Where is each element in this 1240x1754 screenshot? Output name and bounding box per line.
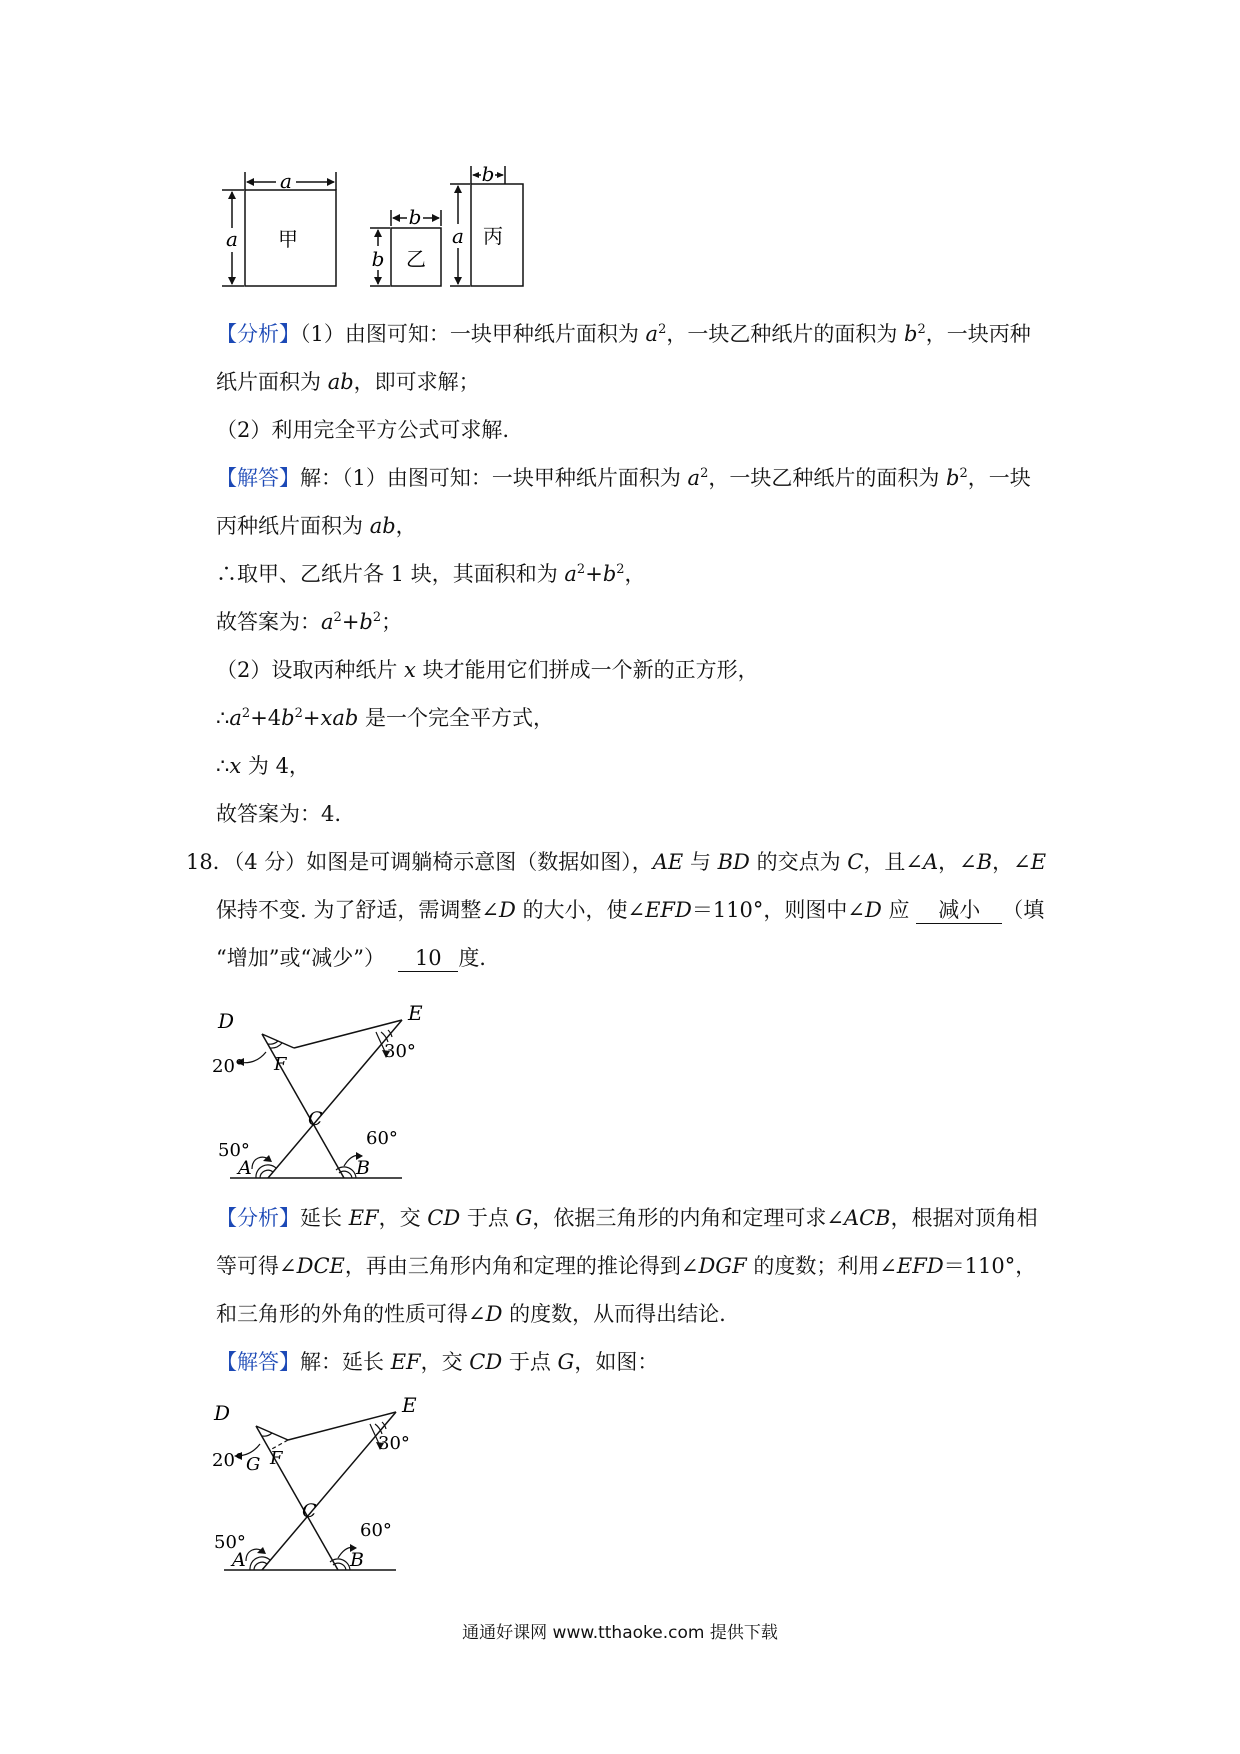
analysis1-line3: （2）利用完全平方公式可求解. <box>216 418 510 442</box>
q18-line2: 保持不变. 为了舒适，需调整∠D 的大小，使∠EFD＝110°，则图中∠D 应 减小 （填 <box>216 898 1045 922</box>
fig2-label-B: B <box>356 1157 370 1179</box>
answer1-line3: ∴取甲、乙纸片各 1 块，其面积和为 $a^2+b^2$， <box>216 562 646 586</box>
fig2-angle-50: 50° <box>218 1140 250 1161</box>
q18-line1: 18．（4 分）如图是可调躺椅示意图（数据如图），AE 与 BD 的交点为 C，且∠A，∠B，∠E <box>186 850 1047 874</box>
analysis2-line1: 【分析】延长 EF，交 CD 于点 G，依据三角形的内角和定理可求∠ACB，根据对顶角相 <box>216 1206 1038 1230</box>
fig2-angle-30: 30° <box>384 1041 416 1062</box>
chair-figure <box>212 1000 476 1185</box>
answer1-line8: 故答案为：4. <box>216 802 342 826</box>
fig1-jia: 甲 <box>278 227 298 251</box>
fig1-a-left2: a <box>452 224 464 248</box>
answer1-line6: $\therefore a^2+4b^2+xab$ 是一个完全平方式， <box>216 706 554 730</box>
fig3-label-A: A <box>232 1549 246 1571</box>
fig1-a-left: a <box>226 227 238 251</box>
fig2-label-A: A <box>238 1157 252 1179</box>
fig3-angle-20: 20° <box>212 1450 244 1471</box>
fig2-angle-20: 20° <box>212 1056 244 1077</box>
fig1-yi: 乙 <box>406 247 426 271</box>
page-footer: 通通好课网 www.tthaoke.com 提供下载 <box>462 1623 778 1643</box>
fig2-label-D: D <box>218 1009 235 1033</box>
answer-tag: 【解答】 <box>216 466 300 490</box>
paper-pieces-figure <box>220 162 580 298</box>
fig3-angle-50: 50° <box>214 1532 246 1553</box>
q18-line3: “增加”或“减少”） 10 度. <box>216 946 486 970</box>
fig2-label-E: E <box>408 1001 423 1025</box>
fig3-label-F: F <box>270 1448 283 1469</box>
answer-tag-2: 【解答】 <box>216 1350 300 1374</box>
fig2-label-C: C <box>308 1108 323 1130</box>
analysis1-line1: 【分析】（1）由图可知：一块甲种纸片面积为 $a^2$，一块乙种纸片的面积为 $b^2$，一块丙种 <box>216 322 1031 346</box>
answer2-line1: 【解答】解：延长 EF，交 CD 于点 G，如图： <box>216 1350 659 1374</box>
analysis2-line3: 和三角形的外角的性质可得∠D 的度数，从而得出结论. <box>216 1302 726 1326</box>
fig3-label-D: D <box>214 1401 231 1425</box>
fig1-b-left: b <box>371 247 385 271</box>
fig1-a-top: a <box>280 169 292 193</box>
answer-blank-2: 10 <box>398 945 458 972</box>
fig3-angle-60: 60° <box>360 1520 392 1541</box>
fig1-bing: 丙 <box>483 224 503 248</box>
analysis1-line2: 纸片面积为 ab，即可求解； <box>216 370 480 394</box>
fig3-label-E: E <box>402 1393 417 1417</box>
answer1-line4: 故答案为：$a^2+b^2$； <box>216 610 403 634</box>
chair-figure-extended <box>214 1392 474 1577</box>
fig2-label-F: F <box>274 1054 287 1075</box>
fig3-angle-30: 30° <box>378 1433 410 1454</box>
fig2-angle-60: 60° <box>366 1128 398 1149</box>
answer1-line2: 丙种纸片面积为 ab， <box>216 514 417 538</box>
analysis-tag: 【分析】 <box>216 322 300 346</box>
analysis2-line2: 等可得∠DCE，再由三角形内角和定理的推论得到∠DGF 的度数；利用∠EFD＝110°， <box>216 1254 1037 1278</box>
answer1-line7: ∴x 为 4， <box>216 754 310 778</box>
fig3-label-B: B <box>350 1549 364 1571</box>
answer1-line1: 【解答】解：（1）由图可知：一块甲种纸片面积为 $a^2$，一块乙种纸片的面积为 $b^2$，一块 <box>216 466 1031 490</box>
analysis-tag-2: 【分析】 <box>216 1206 300 1230</box>
fig1-b-top: b <box>408 205 422 229</box>
answer1-line5: （2）设取丙种纸片 x 块才能用它们拼成一个新的正方形， <box>216 658 759 682</box>
fig3-label-G: G <box>246 1454 261 1475</box>
answer-blank-1: 减小 <box>916 897 1002 924</box>
fig3-label-C: C <box>302 1500 317 1522</box>
fig1-b-top2: b <box>481 162 495 186</box>
